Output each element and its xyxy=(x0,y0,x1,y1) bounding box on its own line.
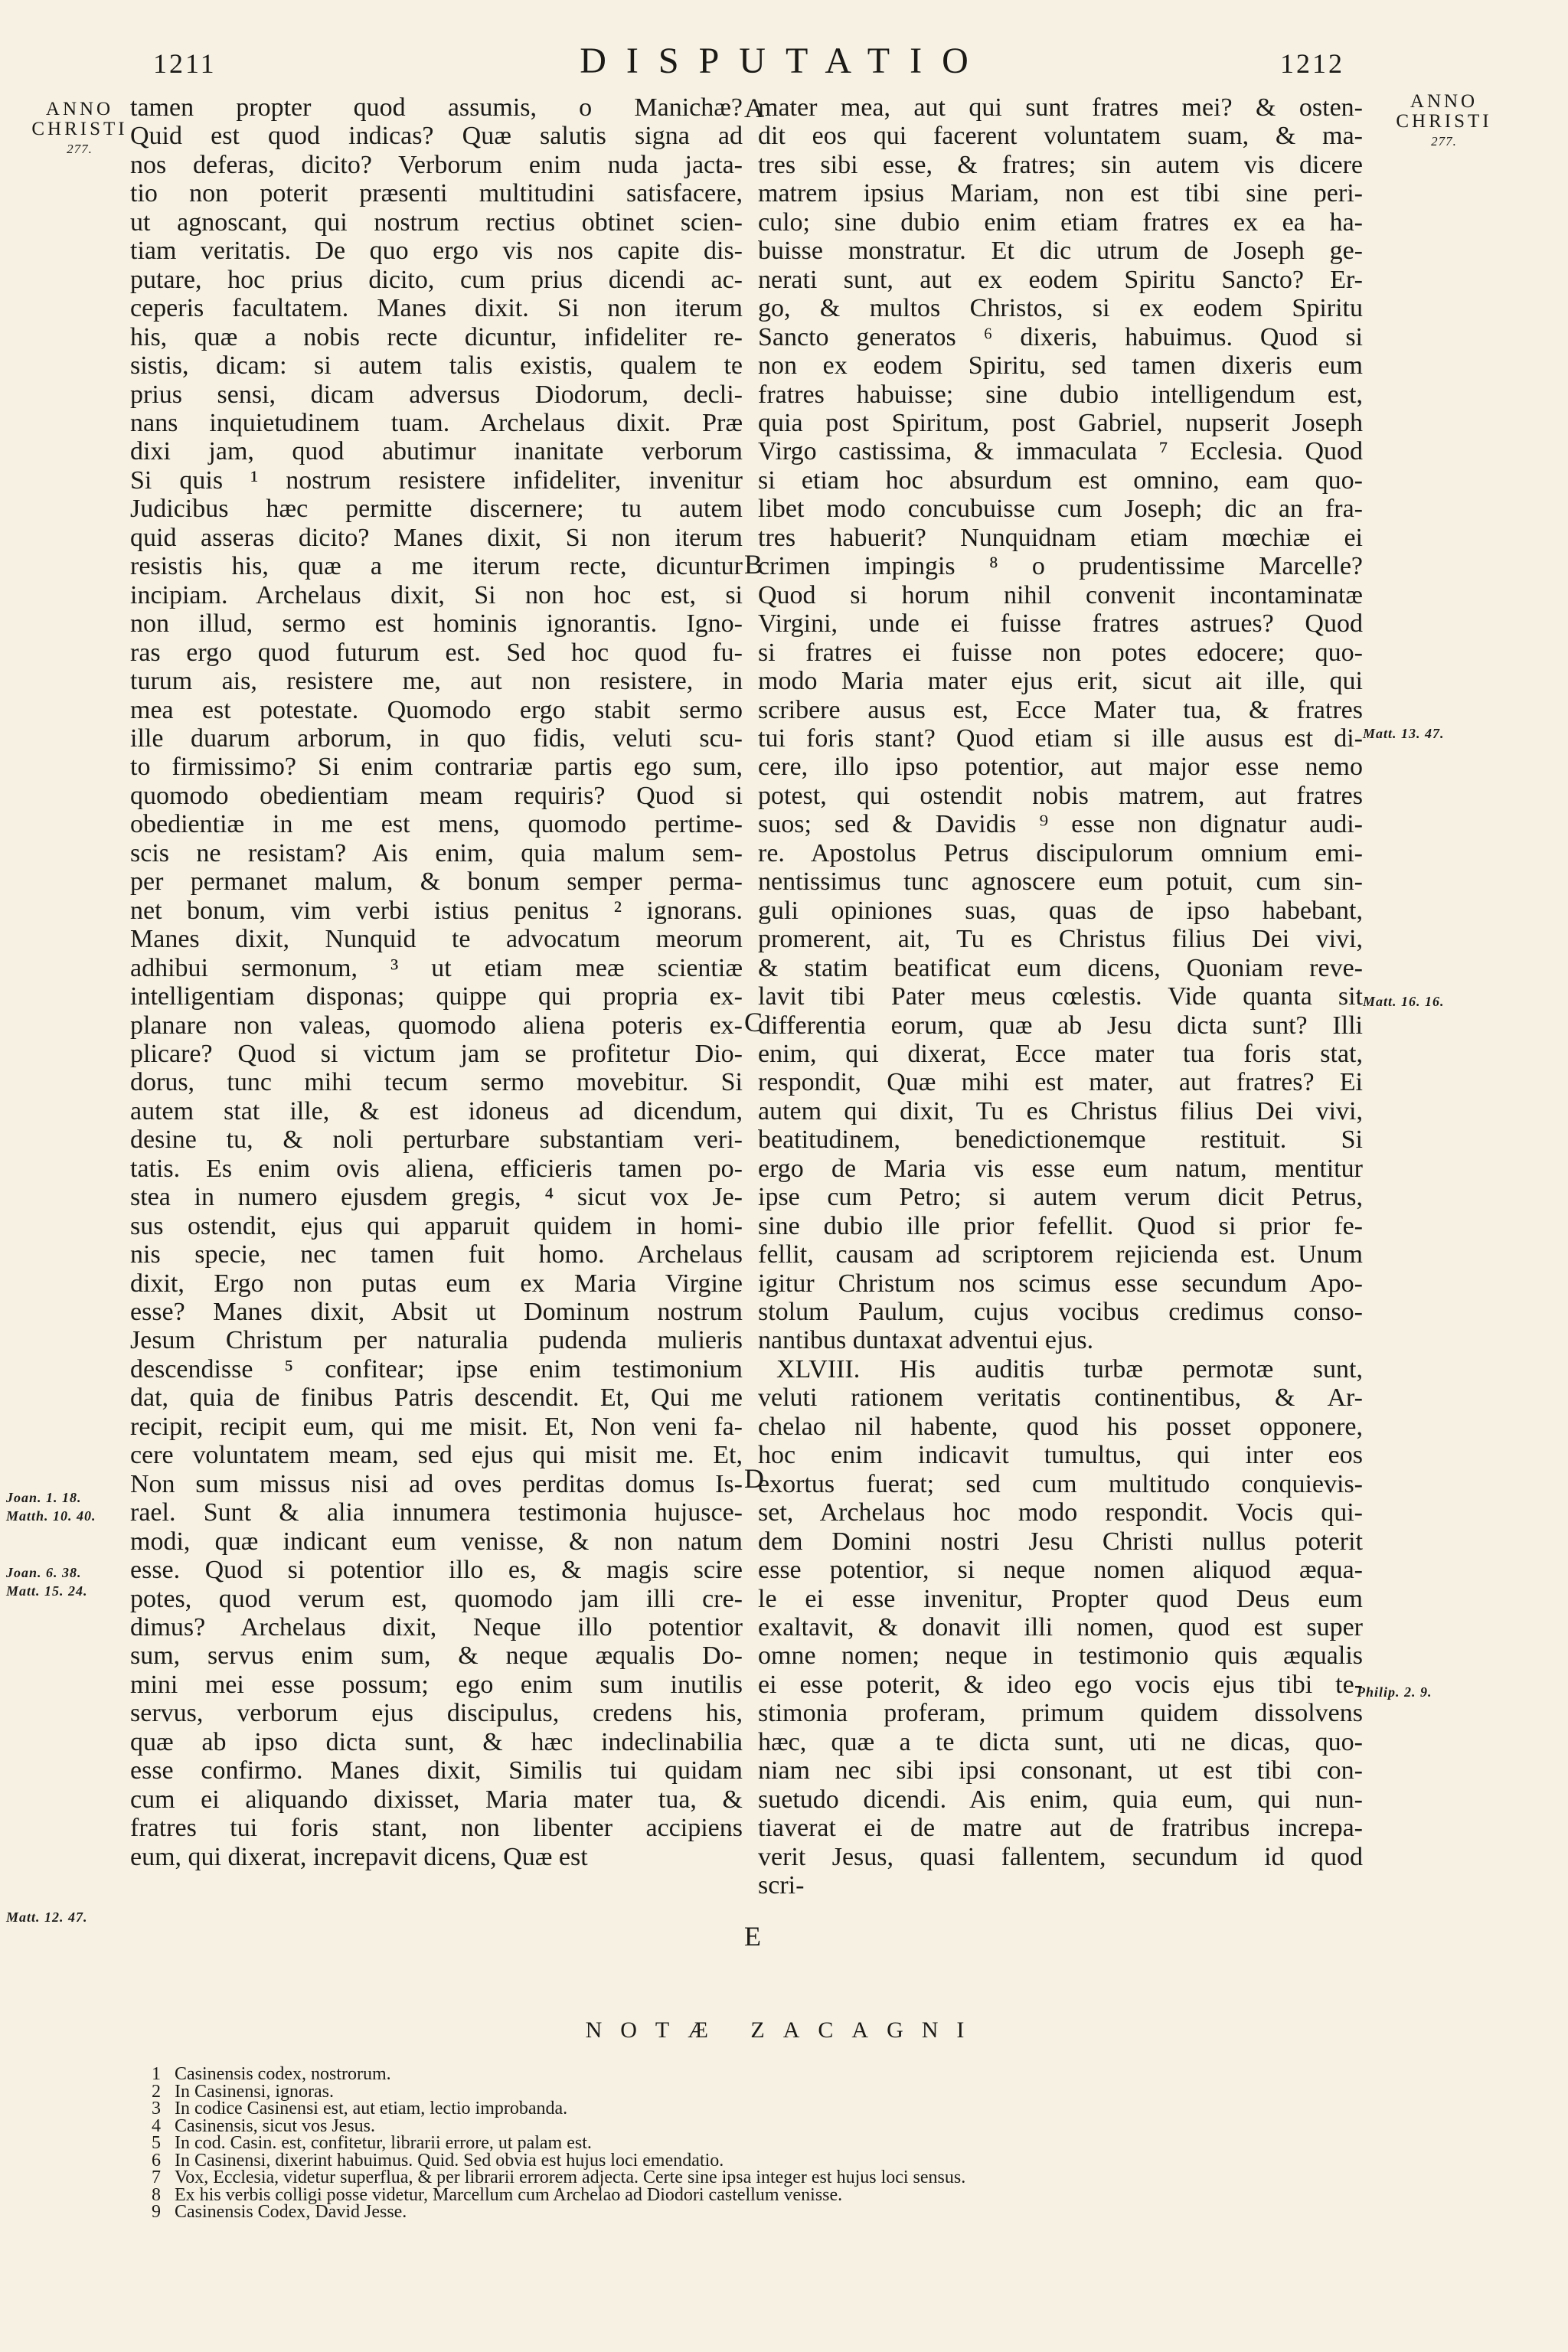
christi-label: CHRISTI xyxy=(1396,111,1492,132)
text-line: dixit, Ergo non putas eum ex Maria Virgine xyxy=(130,1269,743,1298)
text-line: fratres tui foris stant, non libenter accipiens xyxy=(130,1814,743,1843)
text-line: recipit, recipit eum, qui me misit. Et, Non veni fa- xyxy=(130,1412,743,1441)
text-line: esse. Quod si potentior illo es, & magis scire xyxy=(130,1556,743,1585)
text-line: sine dubio ille prior fefellit. Quod si prior fe- xyxy=(758,1211,1363,1240)
text-line: suos; sed & Davidis ⁹ esse non dignatur audi- xyxy=(758,810,1363,839)
text-line: hoc enim indicavit tumultus, qui inter eos xyxy=(758,1441,1363,1470)
text-line: Jesum Christum per naturalia pudenda mulieris xyxy=(130,1326,743,1355)
text-line: mater mea, aut qui sunt fratres mei? & osten- xyxy=(758,93,1363,122)
footnote-number: 2 xyxy=(152,2081,161,2102)
text-line: re. Apostolus Petrus discipulorum omnium emi- xyxy=(758,838,1363,867)
side-ref-philip-2: Philip. 2. 9. xyxy=(1357,1684,1432,1700)
text-line: ille duarum arborum, in quo fidis, veluti scu- xyxy=(130,724,743,753)
text-line: his, quæ a nobis recte dicuntur, infideliter re- xyxy=(130,322,743,351)
footnote xyxy=(152,2135,1346,2152)
text-line: & statim beatificat eum dicens, Quoniam reve- xyxy=(758,953,1363,982)
text-line: differentia eorum, quæ ab Jesu dicta sunt? Illi xyxy=(758,1011,1363,1040)
text-line: rael. Sunt & alia innumera testimonia hujusce- xyxy=(130,1498,743,1527)
text-line: eum, qui dixerat, increpavit dicens, Quæ est xyxy=(130,1842,588,1871)
text-line: nerati sunt, aut ex eodem Spiritu Sancto? Er- xyxy=(758,265,1363,294)
text-line: prius sensi, dicam adversus Diodorum, decli- xyxy=(130,380,743,409)
text-line: exortus fuerat; sed cum multitudo conquievis- xyxy=(758,1469,1363,1498)
text-line: ipse cum Petro; si autem verum dicit Petrus, xyxy=(758,1183,1363,1212)
text-line: set, Archelaus hoc modo respondit. Vocis qui- xyxy=(758,1498,1363,1527)
text-line: per permanet malum, & bonum semper perma- xyxy=(130,867,743,897)
footnote-text: Casinensis, sicut vos Jesus. xyxy=(175,2115,376,2136)
text-line: verit Jesus, quasi fallentem, secundum id quod xyxy=(758,1842,1363,1871)
footnote xyxy=(152,2169,1346,2187)
side-ref-joan-6: Joan. 6. 38. xyxy=(6,1565,82,1580)
text-line: fratres habuisse; sine dubio intelligendum est, xyxy=(758,380,1363,409)
page-number-left: 1211 xyxy=(153,48,217,79)
text-line: turum ais, resistere me, aut non resistere, in xyxy=(130,667,743,696)
text-line: go, & multos Christos, si ex eodem Spiritu xyxy=(758,294,1363,323)
footnote-text: In codice Casinensi est, aut etiam, lectio improbanda. xyxy=(175,2099,568,2118)
text-line: sus ostendit, ejus qui apparuit quidem in homi- xyxy=(130,1211,743,1240)
line-marker-c: C xyxy=(744,1007,763,1037)
text-line: esse confirmo. Manes dixit, Similis tui quidam xyxy=(130,1756,743,1785)
text-line: Quid est quod indicas? Quæ salutis signa ad xyxy=(130,122,743,151)
line-marker-d: D xyxy=(744,1463,764,1494)
text-line: scribere ausus est, Ecce Mater tua, & fratres xyxy=(758,695,1363,724)
text-line: veluti rationem veritatis continentibus, & Ar- xyxy=(758,1383,1363,1413)
text-line: modi, quæ indicant eum venisse, & non natum xyxy=(130,1527,743,1556)
footnote xyxy=(152,2100,1346,2118)
text-line: omne nomen; neque in testimonio quis æqualis xyxy=(758,1642,1363,1671)
text-line: quia post Spiritum, post Gabriel, nupserit Joseph xyxy=(758,408,1363,437)
text-line: nentissimus tunc agnoscere eum potuit, cum sin- xyxy=(758,867,1363,897)
text-line: stimonia proferam, primum quidem dissolvens xyxy=(758,1699,1363,1728)
footnote-number: 7 xyxy=(152,2167,161,2187)
line-marker-a: A xyxy=(744,93,764,123)
text-line: plicare? Quod si victum jam se profitetur Dio- xyxy=(130,1039,743,1068)
page-number-right: 1212 xyxy=(1280,48,1344,79)
text-line: tui foris stant? Quod etiam si ille ausus est di- xyxy=(758,724,1363,753)
footnote-text: In cod. Casin. est, confitetur, librarii errore, ut palam est. xyxy=(175,2133,592,2153)
text-line: cum ei aliquando dixisset, Maria mater tua, & xyxy=(130,1785,743,1814)
year-label: 277. xyxy=(1431,134,1457,149)
text-line: ras ergo quod futurum est. Sed hoc quod fu- xyxy=(130,638,743,667)
running-title: DISPUTATIO xyxy=(580,41,988,81)
text-line: dorus, tunc mihi tecum sermo movebitur. Si xyxy=(130,1068,743,1097)
text-line: culo; sine dubio enim etiam fratres ex ea ha- xyxy=(758,207,1363,237)
text-line: beatitudinem, benedictionemque restituit. Si xyxy=(758,1125,1363,1155)
footnote xyxy=(152,2203,1346,2221)
right-text-column xyxy=(758,93,1363,1900)
text-line: obedientiæ in me est mens, quomodo pertime- xyxy=(130,810,743,839)
anno-christi-left xyxy=(11,100,149,159)
text-line: to firmissimo? Si enim contrariæ partis ego sum, xyxy=(130,753,743,782)
text-line: si fratres ei fuisse non potes edocere; quo- xyxy=(758,638,1363,667)
text-line: lavit tibi Pater meus cœlestis. Vide quanta sit xyxy=(758,982,1363,1011)
footnote xyxy=(152,2152,1346,2170)
text-line: descendisse ⁵ confitear; ipse enim testimonium xyxy=(130,1354,743,1383)
text-line: net bonum, vim verbi istius penitus ² ignorans. xyxy=(130,896,743,925)
text-line: fellit, causam ad scriptorem rejicienda est. Unum xyxy=(758,1240,1363,1269)
text-line: sum, servus enim sum, & neque æqualis Do- xyxy=(130,1642,743,1671)
text-line: cere, illo ipso potentior, aut major esse nemo xyxy=(758,753,1363,782)
footnote-number: 6 xyxy=(152,2150,161,2171)
footnote-number: 8 xyxy=(152,2184,161,2205)
footnotes xyxy=(152,2066,1346,2221)
footnote xyxy=(152,2066,1346,2083)
footnote-number: 1 xyxy=(152,2064,161,2084)
text-line: dixi jam, quod abutimur inanitate verborum xyxy=(130,437,743,466)
side-ref-matt-12: Matt. 12. 47. xyxy=(6,1909,88,1925)
side-ref-matt-13: Matt. 13. 47. xyxy=(1363,726,1445,741)
text-line: ergo de Maria vis esse eum natum, mentitur xyxy=(758,1154,1363,1183)
text-line: putare, hoc prius dicito, cum prius dicendi ac- xyxy=(130,265,743,294)
footnote-text: Ex his verbis colligi posse videtur, Marcellum cum Archelao ad Diodori castellum venisse. xyxy=(175,2184,843,2205)
text-line: cere voluntatem meam, sed ejus qui misit me. Et, xyxy=(130,1441,743,1470)
anno-label: ANNO xyxy=(45,99,114,119)
side-ref-matth-10: Matth. 10. 40. xyxy=(6,1508,96,1524)
text-line: XLVIII. His auditis turbæ permotæ sunt, xyxy=(776,1354,1363,1383)
text-line: niam nec sibi ipsi consonant, ut est tibi con- xyxy=(758,1756,1363,1785)
side-ref-matt-15: Matt. 15. 24. xyxy=(6,1583,88,1599)
footnote-text: Vox, Ecclesia, videtur superflua, & per librarii errorem adjecta. Certe sine ipsa integer est hujus loci sensus. xyxy=(175,2167,966,2187)
text-line: esse? Manes dixit, Absit ut Dominum nostrum xyxy=(130,1298,743,1327)
text-line: Judicibus hæc permitte discernere; tu autem xyxy=(130,495,743,524)
text-line: adhibui sermonum, ³ ut etiam meæ scientiæ xyxy=(130,953,743,982)
text-line: dat, quia de finibus Patris descendit. Et, Qui me xyxy=(130,1383,743,1413)
text-line: Manes dixit, Nunquid te advocatum meorum xyxy=(130,925,743,954)
footnote-number: 4 xyxy=(152,2115,161,2136)
text-line: scri- xyxy=(758,1871,805,1900)
text-line: Sancto generatos ⁶ dixeris, habuimus. Quod si xyxy=(758,322,1363,351)
text-line: guli opiniones suas, quas de ipso habebant, xyxy=(758,896,1363,925)
text-line: Quod si horum nihil convenit incontaminatæ xyxy=(758,580,1363,609)
text-line: mea est potestate. Quomodo ergo stabit sermo xyxy=(130,695,743,724)
footnote xyxy=(152,2115,1346,2136)
text-line: Si quis ¹ nostrum resistere infideliter, invenitur xyxy=(130,466,743,495)
side-ref-joan-1: Joan. 1. 18. xyxy=(6,1490,82,1505)
text-line: Virgo castissima, & immaculata ⁷ Ecclesia. Quod xyxy=(758,437,1363,466)
text-line: autem qui dixit, Tu es Christus filius Dei vivi, xyxy=(758,1096,1363,1125)
footnote-number: 3 xyxy=(152,2099,161,2118)
text-line: nantibus duntaxat adventui ejus. xyxy=(758,1326,1094,1355)
text-line: planare non valeas, quomodo aliena poteris ex- xyxy=(130,1011,743,1040)
text-line: libet modo concubuisse cum Joseph; dic an fra- xyxy=(758,495,1363,524)
text-line: desine tu, & noli perturbare substantiam veri- xyxy=(130,1125,743,1155)
footnote-number: 5 xyxy=(152,2133,161,2153)
text-line: autem stat ille, & est idoneus ad dicendum, xyxy=(130,1096,743,1125)
text-line: tiaverat ei de matre aut de fratribus increpa- xyxy=(758,1814,1363,1843)
text-line: tres sibi esse, & fratres; sin autem vis dicere xyxy=(758,150,1363,179)
footnote-text: In Casinensi, ignoras. xyxy=(175,2081,334,2102)
text-line: mini mei esse possum; ego enim sum inutilis xyxy=(130,1670,743,1699)
text-line: esse potentior, si neque nomen aliquod æqua- xyxy=(758,1556,1363,1585)
text-line: promerent, ait, Tu es Christus filius Dei vivi, xyxy=(758,925,1363,954)
text-line: tiam veritatis. De quo ergo vis nos capite dis- xyxy=(130,237,743,266)
text-line: crimen impingis ⁸ o prudentissime Marcelle? xyxy=(758,552,1363,581)
footnote-text: Casinensis Codex, David Jesse. xyxy=(175,2202,407,2222)
text-line: resistis his, quæ a me iterum recte, dicuntur xyxy=(130,552,743,581)
text-line: stolum Paulum, cujus vocibus credimus conso- xyxy=(758,1298,1363,1327)
anno-christi-right xyxy=(1375,92,1513,152)
text-line: quomodo obedientiam meam requiris? Quod si xyxy=(130,781,743,810)
text-line: buisse monstratur. Et dic utrum de Joseph ge- xyxy=(758,237,1363,266)
text-line: incipiam. Archelaus dixit, Si non hoc est, si xyxy=(130,580,743,609)
text-line: exaltavit, & donavit illi nomen, quod est super xyxy=(758,1613,1363,1642)
text-line: respondit, Quæ mihi est mater, aut fratres? Ei xyxy=(758,1068,1363,1097)
text-line: dem Domini nostri Jesu Christi nullus poterit xyxy=(758,1527,1363,1556)
footnote-number: 9 xyxy=(152,2202,161,2222)
text-line: potest, qui ostendit nobis matrem, aut fratres xyxy=(758,781,1363,810)
text-line: servus, verborum ejus discipulus, credens his, xyxy=(130,1699,743,1728)
text-line: intelligentiam disponas; quippe qui propria ex- xyxy=(130,982,743,1011)
text-line: dit eos qui facerent voluntatem suam, & ma- xyxy=(758,122,1363,151)
text-line: quæ ab ipso dicta sunt, & hæc indeclinabilia xyxy=(130,1727,743,1756)
text-line: sistis, dicam: si autem talis existis, qualem te xyxy=(130,351,743,381)
notes-heading: NOTÆ ZACAGNI xyxy=(585,2017,983,2043)
year-label: 277. xyxy=(67,142,93,156)
text-line: enim, qui dixerat, Ecce mater tua foris stat, xyxy=(758,1039,1363,1068)
text-line: chelao nil habente, quod his posset opponere, xyxy=(758,1412,1363,1441)
text-line: ei esse poterit, & ideo ego vocis ejus tibi te- xyxy=(758,1670,1363,1699)
line-marker-b: B xyxy=(744,549,763,580)
text-line: Non sum missus nisi ad oves perditas domus Is- xyxy=(130,1469,743,1498)
text-line: tatis. Es enim ovis aliena, efficieris tamen po- xyxy=(130,1154,743,1183)
text-line: stea in numero ejusdem gregis, ⁴ sicut vox Je- xyxy=(130,1183,743,1212)
side-ref-matt-16: Matt. 16. 16. xyxy=(1363,994,1445,1009)
text-line: igitur Christum nos scimus esse secundum Apo- xyxy=(758,1269,1363,1298)
text-line: tres habuerit? Nunquidnam etiam mœchiæ ei xyxy=(758,523,1363,552)
text-line: non ex eodem Spiritu, sed tamen dixeris eum xyxy=(758,351,1363,381)
text-line: suetudo dicendi. Ais enim, quia eum, qui nun- xyxy=(758,1785,1363,1814)
text-line: tamen propter quod assumis, o Manichæ? xyxy=(130,93,743,122)
text-line: modo Maria mater ejus erit, sicut ait ille, qui xyxy=(758,667,1363,696)
text-line: nis specie, nec tamen fuit homo. Archelaus xyxy=(130,1240,743,1269)
text-line: quid asseras dicito? Manes dixit, Si non iterum xyxy=(130,523,743,552)
text-line: matrem ipsius Mariam, non est tibi sine peri- xyxy=(758,179,1363,208)
text-line: tio non poterit præsenti multitudini satisfacere, xyxy=(130,179,743,208)
text-line: non illud, sermo est hominis ignorantis. Igno- xyxy=(130,609,743,639)
footnote xyxy=(152,2184,1346,2205)
anno-label: ANNO xyxy=(1410,91,1478,112)
footnote-text: In Casinensi, dixerint habuimus. Quid. Sed obvia est hujus loci emendatio. xyxy=(175,2150,724,2171)
footnote-text: Casinensis codex, nostrorum. xyxy=(175,2064,391,2084)
text-line: si etiam hoc absurdum est omnino, eam quo- xyxy=(758,466,1363,495)
line-marker-e: E xyxy=(744,1921,761,1952)
text-line: ceperis facultatem. Manes dixit. Si non iterum xyxy=(130,294,743,323)
footnote xyxy=(152,2083,1346,2101)
text-line: nans inquietudinem tuam. Archelaus dixit. Præ xyxy=(130,408,743,437)
text-line: hæc, quæ a te dicta sunt, uti ne dicas, quo- xyxy=(758,1727,1363,1756)
text-line: scis ne resistam? Ais enim, quia malum sem- xyxy=(130,838,743,867)
christi-label: CHRISTI xyxy=(31,119,128,139)
text-line: potes, quod verum est, quomodo jam illi cre- xyxy=(130,1584,743,1613)
text-line: le ei esse invenitur, Propter quod Deus eum xyxy=(758,1584,1363,1613)
text-line: nos deferas, dicito? Verborum enim nuda jacta- xyxy=(130,150,743,179)
left-text-column xyxy=(130,93,743,1871)
text-line: Virgini, unde ei fuisse fratres astrues? Quod xyxy=(758,609,1363,639)
text-line: ut agnoscant, qui nostrum rectius obtinet scien- xyxy=(130,207,743,237)
text-line: dimus? Archelaus dixit, Neque illo potentior xyxy=(130,1613,743,1642)
